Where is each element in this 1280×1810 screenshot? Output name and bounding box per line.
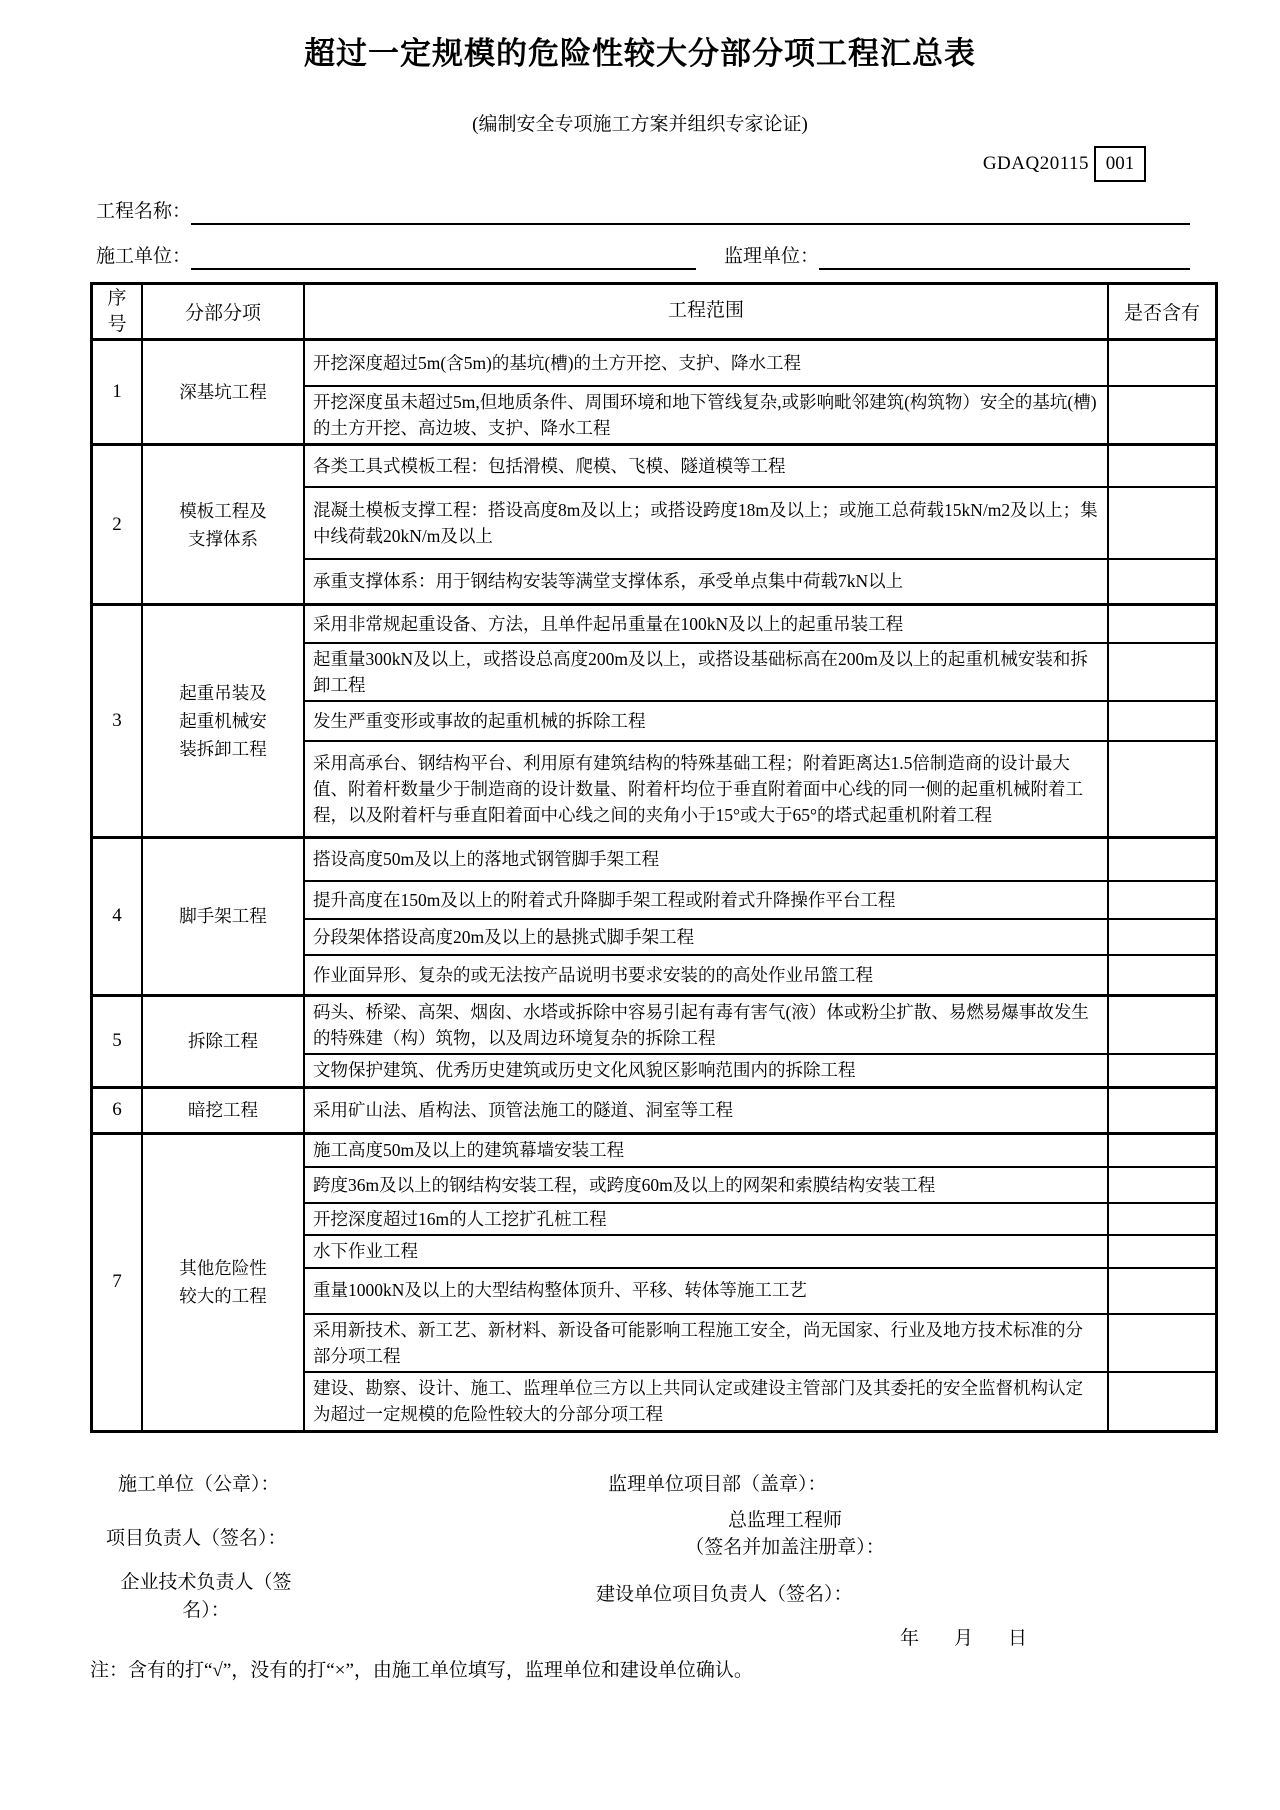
scope-cell: 采用高承台、钢结构平台、利用原有建筑结构的特殊基础工程；附着距离达1.5倍制造商的设计最大值、附着杆数量少于制造商的设计数量、附着杆均位于垂直附着面中心线的同一侧的起重机械附着工程，以及附着杆与垂直阳着面中心线之间的夹角小于15°或大于65°的塔式起重机附着工程	[304, 741, 1108, 837]
table-header-row	[92, 284, 1217, 340]
form-number-box: 001	[1094, 146, 1146, 182]
scope-cell: 施工高度50m及以上的建筑幕墙安装工程	[304, 1133, 1108, 1167]
included-cell[interactable]	[1108, 1087, 1217, 1133]
scope-cell: 作业面异形、复杂的或无法按产品说明书要求安装的的高处作业吊篮工程	[304, 955, 1108, 995]
group-number: 7	[92, 1133, 143, 1431]
form-code-row	[90, 146, 1190, 182]
group-category-label: 暗挖工程	[188, 1100, 258, 1121]
included-cell[interactable]	[1108, 995, 1217, 1054]
scope-cell: 重量1000kN及以上的大型结构整体顶升、平移、转体等施工工艺	[304, 1268, 1108, 1314]
supervision-unit-label: 监理单位：	[724, 246, 820, 267]
page-title: 超过一定规模的危险性较大分部分项工程汇总表	[304, 36, 976, 71]
project-manager-label: 项目负责人（签名）：	[106, 1527, 287, 1549]
group-number: 4	[92, 837, 143, 995]
construction-seal-label: 施工单位（公章）：	[118, 1473, 280, 1495]
group-category-label: 起重吊装及起重机械安装拆卸工程	[179, 683, 267, 760]
group-number: 2	[92, 445, 143, 605]
chief-supervisor-label	[635, 1507, 935, 1562]
included-cell[interactable]	[1108, 386, 1217, 445]
supervision-unit-field[interactable]	[819, 242, 1190, 270]
project-name-label: 工程名称：	[96, 201, 192, 222]
group-number: 1	[92, 340, 143, 445]
included-cell[interactable]	[1108, 643, 1217, 702]
construction-unit-label: 施工单位：	[96, 246, 192, 267]
included-cell[interactable]	[1108, 955, 1217, 995]
group-category-label: 拆除工程	[188, 1031, 258, 1052]
header-cell-included: 是否含有	[1108, 284, 1217, 340]
included-cell[interactable]	[1108, 837, 1217, 881]
chief-supervisor-line2: （签名并加盖注册章）：	[685, 1537, 885, 1559]
group-category	[142, 340, 304, 445]
included-cell[interactable]	[1108, 445, 1217, 487]
included-cell[interactable]	[1108, 1372, 1217, 1431]
scope-cell: 提升高度在150m及以上的附着式升降脚手架工程或附着式升降操作平台工程	[304, 881, 1108, 919]
scope-cell: 起重量300kN及以上，或搭设总高度200m及以上，或搭设基础标高在200m及以上的起重机械安装和拆卸工程	[304, 643, 1108, 702]
included-cell[interactable]	[1108, 605, 1217, 643]
document-page	[90, 0, 1200, 1777]
header-cell-category: 分部分项	[142, 284, 304, 340]
included-cell[interactable]	[1108, 881, 1217, 919]
table-row	[92, 1133, 1217, 1167]
header-no-label: 序号	[107, 288, 127, 335]
project-name-row	[90, 196, 1190, 225]
table-row	[92, 445, 1217, 487]
table-row	[92, 995, 1217, 1054]
scope-cell: 开挖深度超过16m的人工挖扩孔桩工程	[304, 1203, 1108, 1235]
construction-unit-field[interactable]	[191, 242, 696, 270]
scope-cell: 码头、桥梁、高架、烟囱、水塔或拆除中容易引起有毒有害气(液）体或粉尘扩散、易燃易爆事故发生的特殊建（构）筑物，以及周边环境复杂的拆除工程	[304, 995, 1108, 1054]
scope-cell: 承重支撑体系：用于钢结构安装等满堂支撑体系，承受单点集中荷载7kN以上	[304, 559, 1108, 605]
included-cell[interactable]	[1108, 1167, 1217, 1203]
table-row	[92, 837, 1217, 881]
scope-cell: 采用矿山法、盾构法、顶管法施工的隧道、洞室等工程	[304, 1087, 1108, 1133]
scope-cell: 跨度36m及以上的钢结构安装工程，或跨度60m及以上的网架和索膜结构安装工程	[304, 1167, 1108, 1203]
included-cell[interactable]	[1108, 1133, 1217, 1167]
included-cell[interactable]	[1108, 1203, 1217, 1235]
group-category	[142, 605, 304, 838]
group-number: 5	[92, 995, 143, 1087]
included-cell[interactable]	[1108, 487, 1217, 559]
group-category	[142, 1133, 304, 1431]
included-cell[interactable]	[1108, 919, 1217, 955]
group-category	[142, 995, 304, 1087]
included-cell[interactable]	[1108, 1314, 1217, 1373]
summary-table	[90, 282, 1218, 1433]
scope-cell: 分段架体搭设高度20m及以上的悬挑式脚手架工程	[304, 919, 1108, 955]
chief-supervisor-line1: 总监理工程师	[727, 1509, 842, 1531]
form-code: GDAQ20115	[982, 153, 1089, 174]
scope-cell: 开挖深度超过5m(含5m)的基坑(槽)的土方开挖、支护、降水工程	[304, 340, 1108, 386]
group-category	[142, 837, 304, 995]
date-label: 年 月 日	[900, 1627, 1036, 1649]
scope-cell: 文物保护建筑、优秀历史建筑或历史文化风貌区影响范围内的拆除工程	[304, 1054, 1108, 1087]
included-cell[interactable]	[1108, 1235, 1217, 1267]
included-cell[interactable]	[1108, 559, 1217, 605]
scope-cell: 搭设高度50m及以上的落地式钢管脚手架工程	[304, 837, 1108, 881]
owner-manager-label: 建设单位项目负责人（签名）：	[596, 1583, 853, 1605]
group-number: 6	[92, 1087, 143, 1133]
table-row	[92, 1087, 1217, 1133]
group-number: 3	[92, 605, 143, 838]
scope-cell: 混凝土模板支撑工程：搭设高度8m及以上；或搭设跨度18m及以上；或施工总荷载15kN/m2及以上；集中线荷载20kN/m及以上	[304, 487, 1108, 559]
note-text: 注：含有的打“√”，没有的打“×”，由施工单位填写，监理单位和建设单位确认。	[90, 1659, 753, 1681]
table-row	[92, 605, 1217, 643]
scope-cell: 采用新技术、新工艺、新材料、新设备可能影响工程施工安全，尚无国家、行业及地方技术标准的分部分项工程	[304, 1314, 1108, 1373]
header-cell-scope: 工程范围	[304, 284, 1108, 340]
group-category	[142, 445, 304, 605]
group-category-label: 脚手架工程	[179, 906, 267, 927]
group-category-label: 模板工程及支撑体系	[179, 500, 267, 549]
scope-cell: 各类工具式模板工程：包括滑模、爬模、飞模、隧道模等工程	[304, 445, 1108, 487]
scope-cell: 水下作业工程	[304, 1235, 1108, 1267]
scope-cell: 采用非常规起重设备、方法，且单件起吊重量在100kN及以上的起重吊装工程	[304, 605, 1108, 643]
header-cell-no	[92, 284, 143, 340]
form-subtitle: (编制安全专项施工方案并组织专家论证)	[472, 114, 808, 135]
included-cell[interactable]	[1108, 701, 1217, 741]
included-cell[interactable]	[1108, 1268, 1217, 1314]
signature-section	[90, 1447, 1190, 1777]
group-category-label: 深基坑工程	[179, 382, 267, 403]
included-cell[interactable]	[1108, 1054, 1217, 1087]
scope-cell: 建设、勘察、设计、施工、监理单位三方以上共同认定或建设主管部门及其委托的安全监督机构认定为超过一定规模的危险性较大的分部分项工程	[304, 1372, 1108, 1431]
scope-cell: 发生严重变形或事故的起重机械的拆除工程	[304, 701, 1108, 741]
project-name-field[interactable]	[191, 197, 1190, 225]
included-cell[interactable]	[1108, 340, 1217, 386]
units-row	[90, 241, 1190, 270]
table-row	[92, 340, 1217, 386]
scope-cell: 开挖深度虽未超过5m,但地质条件、周围环境和地下管线复杂,或影响毗邻建筑(构筑物）安全的基坑(槽)的土方开挖、高边坡、支护、降水工程	[304, 386, 1108, 445]
group-category-label: 其他危险性较大的工程	[179, 1258, 267, 1307]
included-cell[interactable]	[1108, 741, 1217, 837]
group-category	[142, 1087, 304, 1133]
supervision-dept-seal-label: 监理单位项目部（盖章）：	[608, 1473, 827, 1495]
enterprise-tech-label: 企业技术负责人（签名）：	[120, 1571, 292, 1622]
